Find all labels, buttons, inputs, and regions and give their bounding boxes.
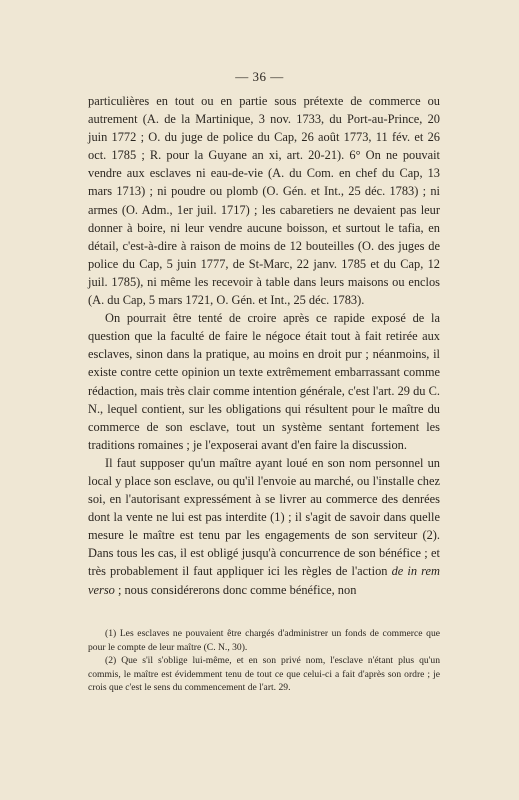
page-number: — 36 —	[235, 69, 284, 84]
footnote-1: (1) Les esclaves ne pouvaient être chargés d'administrer un fonds de commerce que pour le compte de leur maître (C. N., 30).	[88, 628, 440, 653]
paragraph-1: particulières en tout ou en partie sous prétexte de commerce ou autrement (A. de la Martinique, 3 nov. 1733, du Port-au-Prince, 20 juin 1772 ; O. du juge de police du Cap, 26 août 1773, 11 fév. et 26 oct. 1785 ; R. pour la Guyane an xi, art. 20-21). 6° On ne pouvait vendre aux esclaves ni eau-de-vie (A. du Com. en chef du Cap, 13 mars 1713) ; ni poudre ou plomb (O. Gén. et Int., 25 déc. 1783) ; ni armes (O. Adm., 1er juil. 1717) ; les cabaretiers ne devaient pas leur donner à boire, ni leur vendre aucune boisson, et surtout le tafia, en détail, c'est-à-dire à raison de moins de 12 bouteilles (O. des juges de police du Cap, 5 juin 1777, de St-Marc, 22 janv. 1785 et du Cap, 12 juil. 1785), ni même les recevoir à table dans leurs maisons ou enclos (A. du Cap, 5 mars 1721, O. Gén. et Int., 25 déc. 1783).	[88, 94, 440, 308]
paragraph-3-text: Il faut supposer qu'un maître ayant loué en son nom personnel un local y place son esclave, ou qu'il l'envoie au marché, ou l'installe chez soi, en l'autorisant expressément à se livrer au commerce des denrées dont la vente ne lui est pas interdite (1) ; il s'agit de savoir dans quelle mesure le maître est tenu par les engagements de son serviteur (2). Dans tous les cas, il est obligé jusqu'à concurrence de son bénéfice ; et très probablement il faut appliquer ici les règles de l'action	[88, 455, 440, 579]
main-text	[88, 92, 440, 599]
footnotes	[88, 627, 440, 695]
paragraph-3-end: ; nous considérerons donc comme bénéfice, non	[114, 582, 357, 597]
footnote-2: (2) Que s'il s'oblige lui-même, et en son privé nom, l'esclave n'étant plus qu'un commis, le maître est évidemment tenu de tout ce que celui-ci a fait d'après son ordre ; je crois que c'est le sens du commencement de l'art. 29.	[88, 655, 440, 694]
paragraph-2: On pourrait être tenté de croire après ce rapide exposé de la question que la faculté de faire le négoce était tout à fait retirée aux esclaves, sinon dans la pratique, au moins en droit pur ; néanmoins, il existe contre cette opinion un texte extrêmement embarrassant comme rédaction, mais très clair comme intention générale, c'est l'art. 29 du C. N., lequel contient, sur les obligations qui résultent pour le maître du commerce de son esclave, tout un système sentant fortement les traditions romaines ; je l'exposerai avant d'en faire la discussion.	[88, 311, 440, 452]
latin-phrase: de in rem verso	[88, 564, 440, 597]
paragraph-3	[88, 454, 440, 599]
